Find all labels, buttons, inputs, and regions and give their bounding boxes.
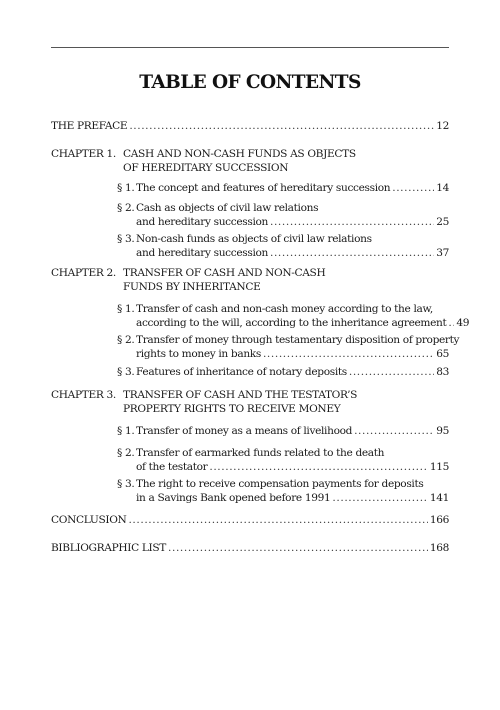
toc-page-number: 141 [429, 492, 449, 504]
section-title: Transfer of cash and non-cash money according to the law, [136, 303, 433, 315]
section-title: Transfer of money as a means of livelihood [136, 425, 353, 437]
chapter-number: CHAPTER 3. [51, 389, 116, 401]
toc-entry-ch2-s1[interactable] [117, 302, 470, 330]
section-title: according to the will, according to the inheritance agreement [136, 317, 447, 329]
toc-entry-ch1-s2[interactable] [117, 201, 449, 229]
section-number: § 2. [117, 334, 135, 346]
toc-entry-bibliography[interactable] [51, 541, 449, 555]
toc-entry-ch2-s2[interactable] [117, 333, 460, 361]
leader-dots [448, 316, 454, 330]
chapter-title: TRANSFER OF CASH AND NON-CASH FUNDS BY INHERITANCE [123, 267, 326, 293]
toc-entry-ch2-s3[interactable] [117, 365, 449, 379]
toc-page-number: 168 [429, 542, 449, 554]
toc-page-number: 115 [429, 461, 449, 473]
toc-entry-preface[interactable] [51, 119, 449, 133]
section-title: The concept and features of hereditary succession [136, 182, 391, 194]
leader-dots [128, 513, 427, 527]
chapter-title: TRANSFER OF CASH AND THE TESTATOR’S PROPERTY RIGHTS TO RECEIVE MONEY [123, 389, 357, 415]
toc-page-number: 49 [456, 317, 470, 329]
section-title: rights to money in banks [136, 348, 261, 360]
toc-page-number: 95 [436, 425, 449, 437]
section-title: The right to receive compensation payments for deposits [136, 478, 424, 490]
chapter-heading-1[interactable] [51, 147, 451, 175]
section-title: Cash as objects of civil law relations [136, 202, 319, 214]
toc-page-number: 166 [429, 514, 449, 526]
toc-entry-label: CONCLUSION [51, 514, 127, 526]
section-title: Transfer of earmarked funds related to the death [136, 447, 385, 459]
leader-dots [349, 365, 434, 379]
chapter-number: CHAPTER 2. [51, 267, 116, 279]
section-title: of the testator [136, 461, 208, 473]
leader-dots [263, 347, 434, 361]
toc-entry-conclusion[interactable] [51, 513, 449, 527]
section-title: and hereditary succession [136, 247, 268, 259]
section-number: § 3. [117, 366, 135, 378]
leader-dots [209, 460, 427, 474]
section-number: § 1. [117, 182, 135, 194]
section-title: Non-cash funds as objects of civil law relations [136, 233, 372, 245]
toc-page-number: 25 [436, 216, 449, 228]
leader-dots [168, 541, 428, 555]
toc-entry-ch3-s1[interactable] [117, 424, 449, 438]
chapter-number: CHAPTER 1. [51, 148, 116, 160]
toc-entry-label: THE PREFACE [51, 120, 128, 132]
toc-entry-ch3-s2[interactable] [117, 446, 449, 474]
toc-entry-ch1-s1[interactable] [117, 181, 449, 195]
toc-page-number: 37 [436, 247, 449, 259]
leader-dots [332, 491, 427, 505]
chapter-heading-3[interactable] [51, 388, 451, 416]
section-title: in a Savings Bank opened before 1991 [136, 492, 331, 504]
leader-dots [129, 119, 434, 133]
section-number: § 1. [117, 425, 135, 437]
toc-page-number: 65 [436, 348, 449, 360]
leader-dots [354, 424, 434, 438]
section-number: § 3. [117, 233, 135, 245]
page-title: TABLE OF CONTENTS [139, 72, 361, 93]
toc-page-number: 83 [436, 366, 449, 378]
section-number: § 3. [117, 478, 135, 490]
section-title: Features of inheritance of notary deposits [136, 366, 347, 378]
toc-entry-label: BIBLIOGRAPHIC LIST [51, 542, 167, 554]
toc-entry-ch3-s3[interactable] [117, 477, 449, 505]
section-number: § 1. [117, 303, 135, 315]
section-number: § 2. [117, 447, 135, 459]
toc-page-number: 14 [436, 182, 449, 194]
leader-dots [392, 181, 434, 195]
section-number: § 2. [117, 202, 135, 214]
section-title: Transfer of money through testamentary disposition of property [136, 334, 460, 346]
chapter-heading-2[interactable] [51, 266, 451, 294]
top-rule [51, 47, 449, 48]
section-title: and hereditary succession [136, 216, 268, 228]
toc-entry-ch1-s3[interactable] [117, 232, 449, 260]
leader-dots [270, 215, 434, 229]
toc-page-number: 12 [436, 120, 449, 132]
leader-dots [270, 246, 434, 260]
chapter-title: CASH AND NON-CASH FUNDS AS OBJECTS OF HEREDITARY SUCCESSION [123, 148, 356, 174]
